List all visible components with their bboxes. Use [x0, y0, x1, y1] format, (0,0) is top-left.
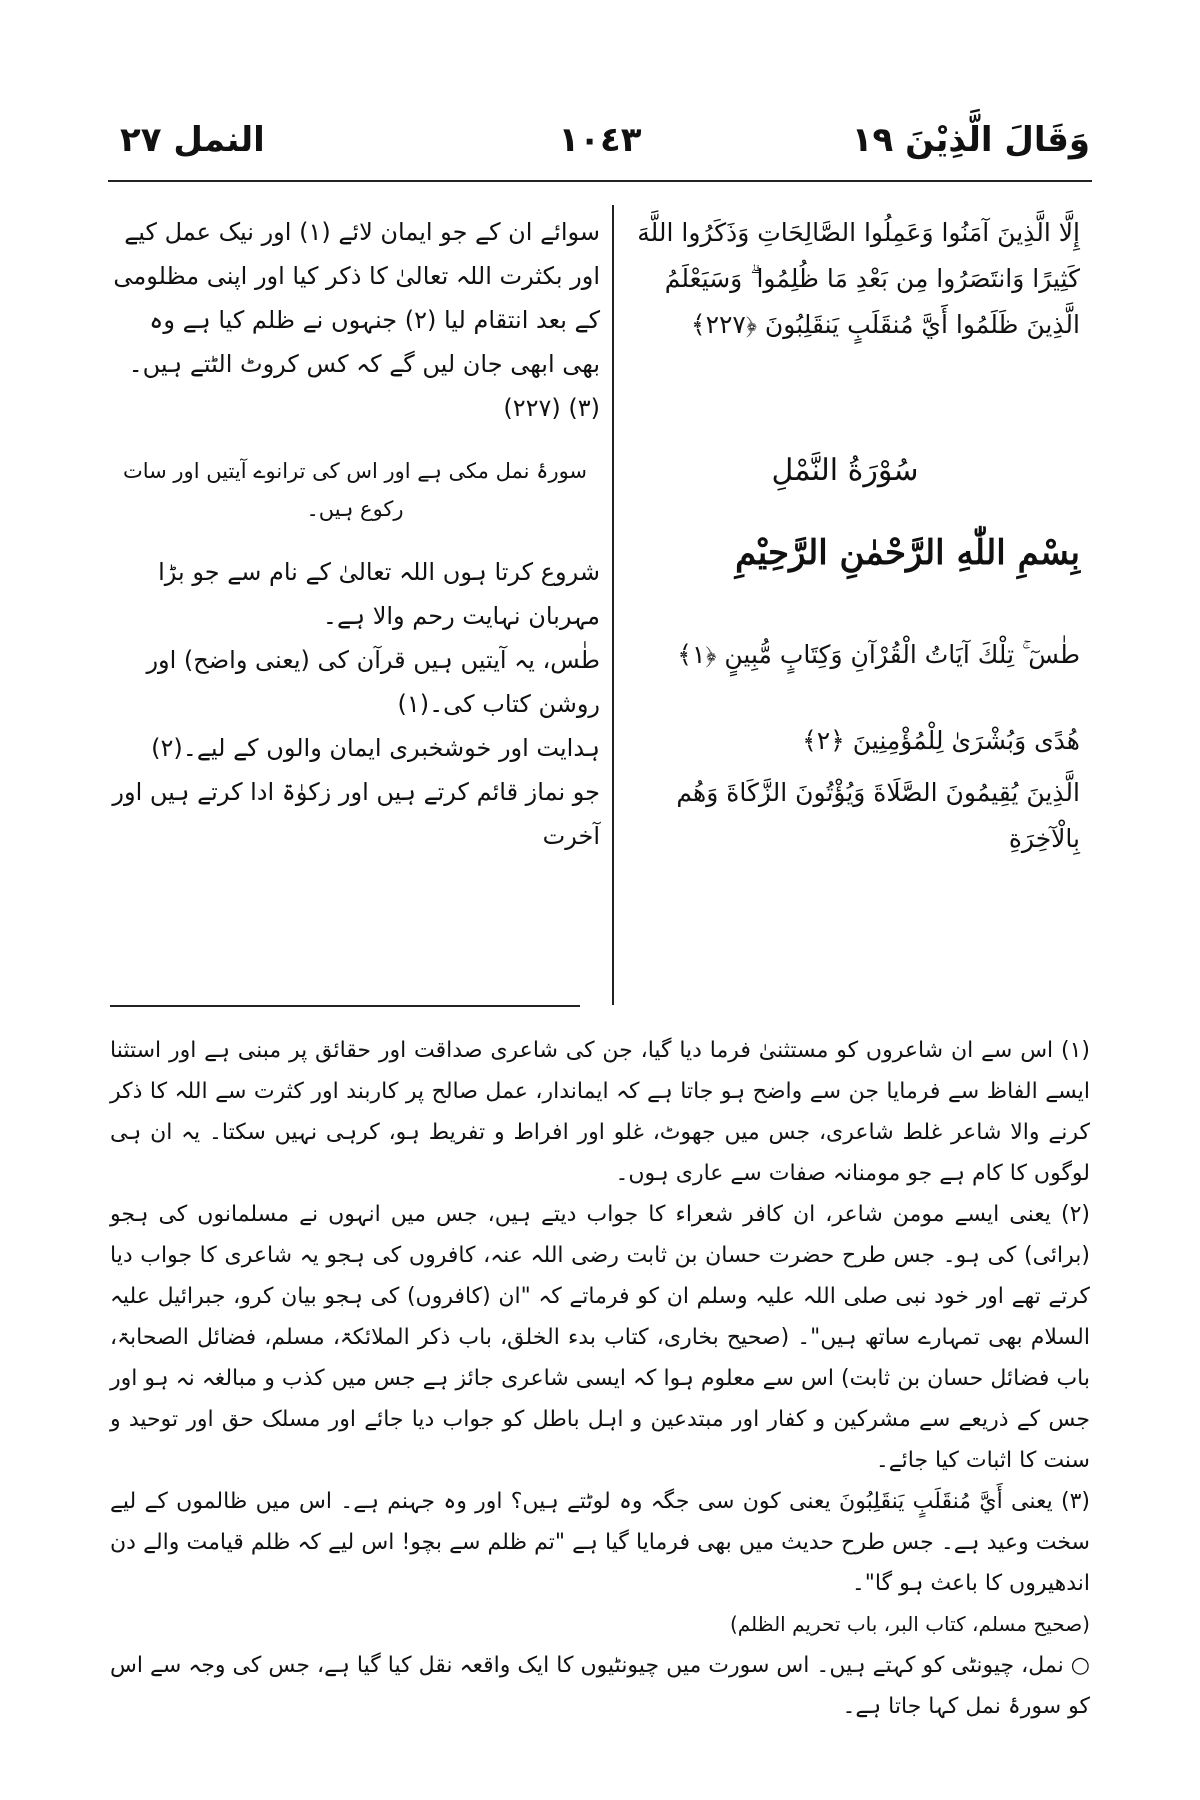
translation-verse-227: سوائے ان کے جو ایمان لائے (١) اور نیک عمل کیے اور بکثرت اللہ تعالیٰ کا ذکر کیا اور اپنی مظلومی کے بعد انتقام لیا (٢) جنہوں نے ظلم کیا ہے وہ بھی ابھی جان لیں گے کہ کس کروٹ الٹتے ہیں۔ (٣) (٢٢٧) [113, 218, 600, 422]
urdu-translation-column [110, 210, 600, 858]
surah-intro: سورۂ نمل مکی ہے اور اس کی ترانوے آیتیں اور سات رکوع ہیں۔ [122, 459, 588, 521]
arabic-verse-1: طٰسٓ ۚ تِلْكَ آيَاتُ الْقُرْآنِ وَكِتَابٍ مُّبِينٍ ﴿١﴾ [677, 640, 1080, 669]
footnote-3-reference: (صحیح مسلم، کتاب البر، باب تحریم الظلم) [729, 1612, 1090, 1636]
footnote-3: (٣) یعنی أَيَّ مُنقَلَبٍ يَنقَلِبُونَ یعنی کون سی جگہ وہ لوٹتے ہیں؟ اور وہ جہنم ہے۔ اس میں ظالموں کے لیے سخت وعید ہے۔ جس طرح حدیث میں بھی فرمایا گیا ہے "تم ظلم سے بچو! اس لیے کہ ظلم قیامت والے دن اندھیروں کا باعث ہو گا"۔ [110, 1489, 1090, 1596]
footnotes [110, 1030, 1090, 1727]
translation-verse-2: ہدایت اور خوشخبری ایمان والوں کے لیے۔(٢) [151, 734, 600, 762]
arabic-text-column [610, 210, 1080, 862]
footnote-2: (٢) یعنی ایسے مومن شاعر، ان کافر شعراء کا جواب دیتے ہیں، جس میں انہوں نے مسلمانوں کی ہجو (برائی) کی ہو۔ جس طرح حضرت حسان بن ثابت رضی اللہ عنہ، کافروں کی ہجو یہ شاعری کا جواب دیا کرتے تھے اور خود نبی صلی اللہ علیہ وسلم ان کو فرماتے کہ "ان (کافروں) کی ہجو بیان کرو، جبرائیل علیہ السلام بھی تمہارے ساتھ ہیں"۔ (صحیح بخاری، کتاب بدء الخلق، باب ذکر الملائکۃ، مسلم، فضائل الصحابۃ، باب فضائل حسان بن ثابت) اس سے معلوم ہوا کہ ایسی شاعری جائز ہے جس میں کذب و مبالغہ نہ ہو اور جس کے ذریعے سے مشرکین و کفار اور مبتدعین و اہل باطل کو جواب دیا جائے اور مسلک حق اور توحید و سنت کا اثبات کیا جائے۔ [110, 1202, 1090, 1473]
header-juz-name: وَقَالَ الَّذِيْنَ ١٩ [851, 120, 1090, 160]
footnote-surah-name: ○ نمل، چیونٹی کو کہتے ہیں۔ اس سورت میں چیونٹیوں کا ایک واقعہ نقل کیا گیا ہے، جس کی وجہ سے اس کو سورۂ نمل کہا جاتا ہے۔ [110, 1653, 1090, 1719]
translation-verse-1: طٰس، یہ آیتیں ہیں قرآن کی (یعنی واضح) اور روشن کتاب کی۔(١) [146, 646, 600, 718]
footnote-1: (١) اس سے ان شاعروں کو مستثنیٰ فرما دیا گیا، جن کی شاعری صداقت اور حقائق پر مبنی ہے اور استثنا ایسے الفاظ سے فرمایا جن سے واضح ہو جاتا ہے کہ ایماندار، عمل صالح پر کاربند اور کثرت سے اللہ کا ذکر کرنے والا شاعر غلط شاعری، جس میں جھوٹ، غلو اور افراط و تفریط ہو، کرہی نہیں سکتا۔ یہ ان ہی لوگوں کا کام ہے جو مومنانہ صفات سے عاری ہوں۔ [110, 1038, 1090, 1186]
footnote-divider [110, 1005, 580, 1007]
arabic-verse-227: إِلَّا الَّذِينَ آمَنُوا وَعَمِلُوا الصَّالِحَاتِ وَذَكَرُوا اللَّهَ كَثِيرًا وَانتَصَرُوا مِن بَعْدِ مَا ظُلِمُوا ۗ وَسَيَعْلَمُ الَّذِينَ ظَلَمُوا أَيَّ مُنقَلَبٍ يَنقَلِبُونَ ﴿٢٢٧﴾ [637, 218, 1080, 339]
surah-title: سُوْرَةُ النَّمْلِ [771, 453, 919, 488]
page-number: ١٠٤٣ [558, 120, 642, 160]
translation-bismillah: شروع کرتا ہوں اللہ تعالیٰ کے نام سے جو بڑا مہربان نہایت رحم والا ہے۔ [158, 558, 600, 630]
header-divider [108, 180, 1092, 182]
bismillah: بِسْمِ اللّٰهِ الرَّحْمٰنِ الرَّحِيْمِ [735, 533, 1080, 573]
translation-verse-3: جو نماز قائم کرتے ہیں اور زکوٰۃ ادا کرتے ہیں اور آخرت [112, 778, 600, 850]
arabic-verse-3: الَّذِينَ يُقِيمُونَ الصَّلَاةَ وَيُؤْتُونَ الزَّكَاةَ وَهُم بِالْآخِرَةِ [676, 778, 1080, 853]
arabic-verse-2: هُدًى وَبُشْرَىٰ لِلْمُؤْمِنِينَ ﴿٢﴾ [802, 726, 1080, 755]
header-surah-name: النمل ٢٧ [120, 120, 265, 160]
